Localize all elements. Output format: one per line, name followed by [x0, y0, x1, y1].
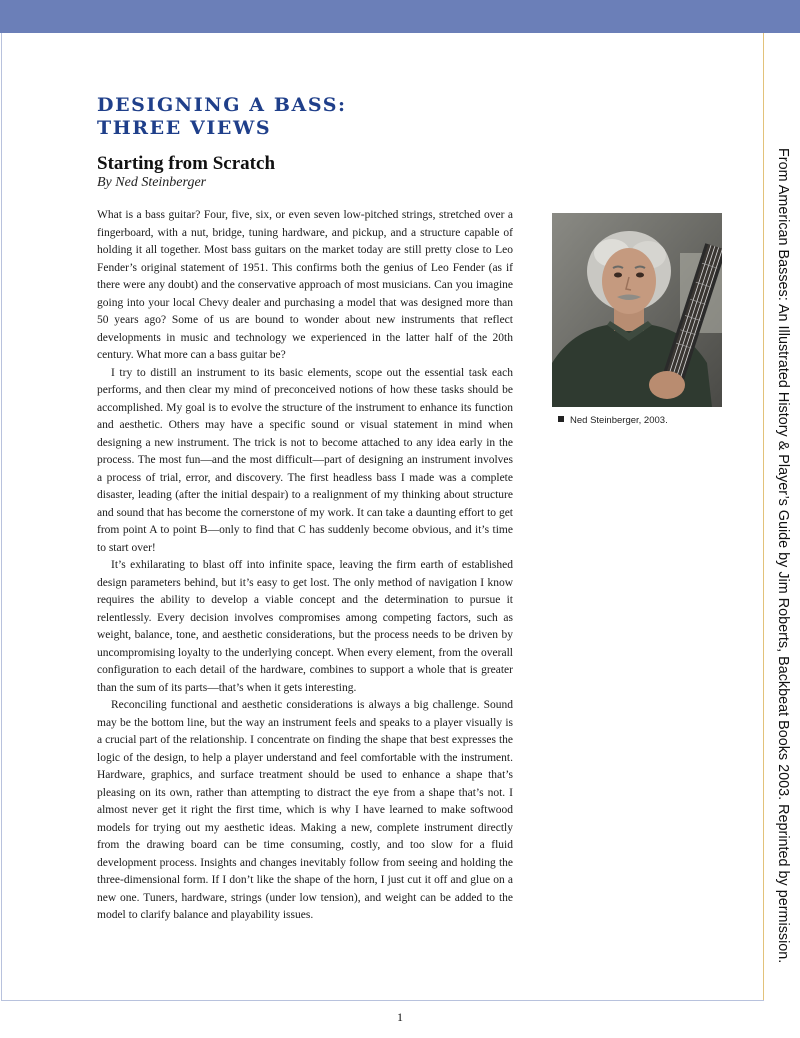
- photo-caption: [558, 415, 728, 426]
- article-paragraph: It’s exhilarating to blast off into infinite space, leaving the firm earth of established design parameters behind, but it’s easy to get lost. The only method of navigation I know requires the ability to develop a viable concept and the determination to pursue it relentlessly. Every decision involves compromises among competing factors, such as weight, balance, tone, and aesthetic considerations, but the process needs to be driven by uncompromising loyalty to the underlying concept. When every element, from the overall configuration to each detail of the hardware, combines to support a whole that is greater than the sum of its parts—that’s when it gets interesting.: [97, 559, 513, 694]
- section-title: [97, 94, 517, 140]
- section-title-line-2: THREE VIEWS: [97, 117, 272, 139]
- header-bar: [0, 0, 800, 33]
- bottom-margin-rule: [1, 1000, 764, 1001]
- section-title-line-1: DESIGNING A BASS:: [97, 94, 347, 116]
- portrait-illustration: [552, 213, 722, 407]
- portrait-photo: [552, 213, 722, 407]
- article-paragraph: I try to distill an instrument to its basic elements, scope out the essential task each performs, and then clear my mind of preconceived notions of how these tasks should be accomplished. My goal is to evolve the structure of the instrument to enhance its function and aesthetic. Others may have a specific sound or visual statement in mind when designing a new instrument. The trick is not to become attached to any idea early in the process. The most fun—and the most difficult—part of designing an instrument involves a process of trial, error, and discovery. The first headless bass I made was a complete disaster, leading (after the initial despair) to a realignment of my thinking about structure and sound that has become the cornerstone of my work. It can take a daunting effort to get from point A to point B—only to find that C has suddenly become obvious, and it’s time to start over!: [97, 366, 513, 554]
- article-heading: Starting from Scratch: [97, 153, 276, 174]
- reprint-credit: From American Basses: An Illustrated History & Player’s Guide by Jim Roberts, Backbeat Books 2003. Reprinted by permission.: [775, 148, 791, 964]
- article-paragraph: What is a bass guitar? Four, five, six, or even seven low-pitched strings, stretched over a fingerboard, with a nut, bridge, tuning hardware, and pickup, and a structure capable of holding it all together. Most bass guitars on the market today are still pretty close to Leo Fender’s original statement of 1951. This confirms both the genius of Leo Fender (as if there were any doubt) and the conservative approach of most musicians. Can you imagine going into your local Chevy dealer and purchasing a model that was designed more than 50 years ago? Some of us are bound to wonder about new instruments that reflect developments in music and technology we experienced in the latter half of the 20th century. What more can a bass guitar be?: [97, 209, 513, 361]
- page-number: 1: [397, 1010, 403, 1024]
- caption-bullet-icon: [558, 416, 564, 422]
- photo-caption-text: Ned Steinberger, 2003.: [570, 415, 668, 426]
- right-margin-rule: [763, 33, 764, 1001]
- article-body: [97, 207, 513, 925]
- left-margin-rule: [1, 33, 2, 1001]
- reprint-credit-wrapper: [769, 148, 797, 1000]
- article-byline: By Ned Steinberger: [97, 175, 207, 190]
- article-paragraph: Reconciling functional and aesthetic considerations is always a big challenge. Sound may be the bottom line, but the way an instrument feels and speaks to a player visually is a crucial part of the relationship. I concentrate on finding the shape that best expresses the logic of the design, to help a player understand and feel comfortable with the instrument. Hardware, graphics, and surface treatment should be used to enhance a shape that’s pleasing on its own, rather than attempting to distract the eye from a shape that’s not. I almost never get it right the first time, which is why I have learned to make softwood models for trying out my aesthetic ideas. Making a new, complete instrument directly from the drawing board can be time consuming, costly, and too slow for a fluid development process. Insights and changes inevitably follow from seeing and holding the three-dimensional form. If I don’t like the shape of the horn, I just cut it off and glue on a new one. Tuners, hardware, strings (under low tension), and weight can be added to the model to clarify balance and playability issues.: [97, 699, 513, 921]
